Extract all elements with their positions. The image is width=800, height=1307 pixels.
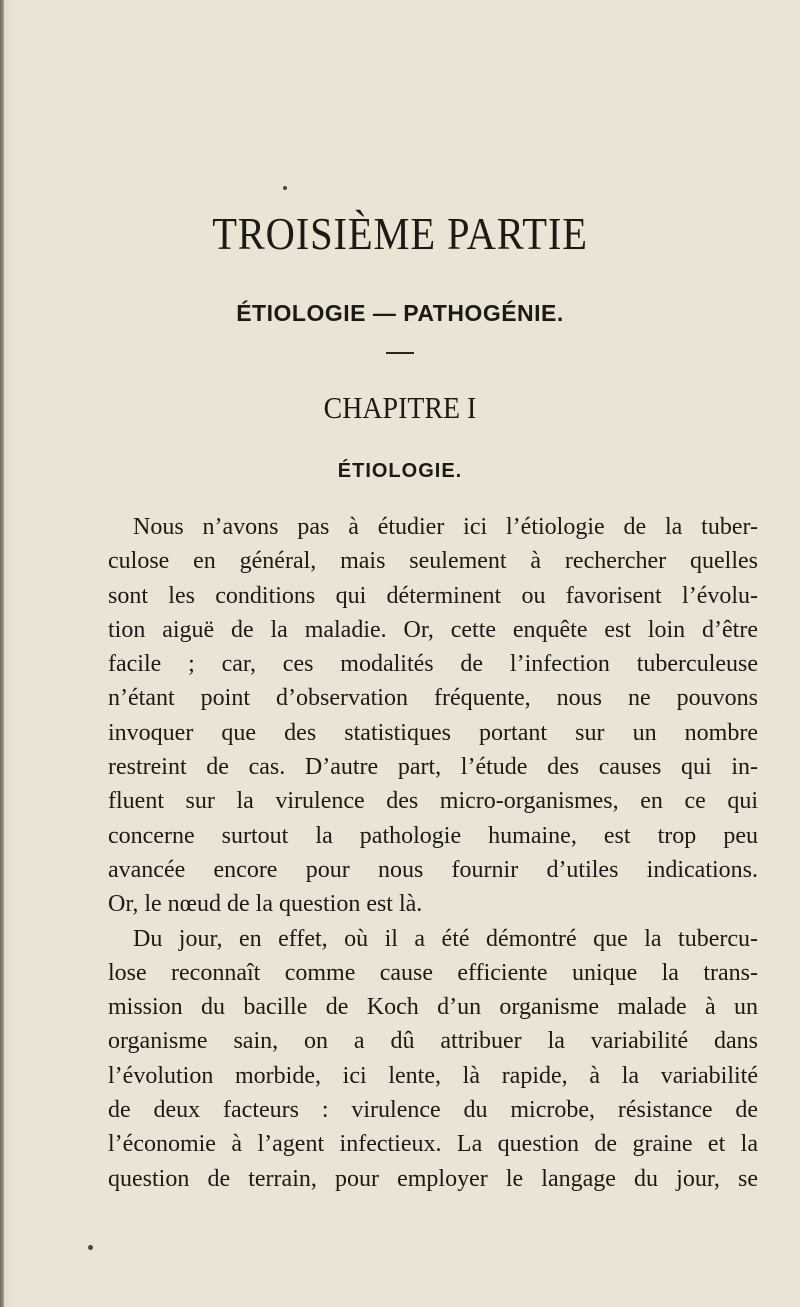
page-binding-edge [0, 0, 4, 1307]
part-subtitle: ÉTIOLOGIE — PATHOGÉNIE. [236, 300, 564, 326]
text-line: lose reconnaît comme cause efficiente unique la trans- [108, 959, 758, 986]
text-line: n’étant point d’observation fréquente, nous ne pouvons [108, 685, 758, 712]
text-line: de deux facteurs : virulence du microbe, résistance de [108, 1097, 758, 1124]
text-line: Du jour, en effet, où il a été démontré que la tubercu- [133, 925, 758, 952]
ink-speck [88, 1245, 93, 1250]
chapter-subtitle: ÉTIOLOGIE. [337, 460, 463, 482]
text-line: fluent sur la virulence des micro-organismes, en ce qui [108, 788, 758, 815]
text-line: avancée encore pour nous fournir d’utiles indications. [108, 856, 758, 883]
text-line: concerne surtout la pathologie humaine, est trop peu [108, 822, 758, 849]
text-line: facile ; car, ces modalités de l’infection tuberculeuse [108, 651, 758, 678]
ink-speck [283, 186, 287, 190]
text-line: Nous n’avons pas à étudier ici l’étiologie de la tuber- [133, 514, 758, 540]
text-line: invoquer que des statistiques portant sur un nombre [108, 719, 758, 746]
text-line: l’évolution morbide, ici lente, là rapide, à la variabilité [108, 1062, 758, 1089]
text-line: restreint de cas. D’autre part, l’étude des causes qui in- [108, 754, 758, 781]
part-title: TROISIÈME PARTIE [212, 208, 588, 259]
text-line: Or, le nœud de la question est là. [108, 891, 423, 918]
text-line: question de terrain, pour employer le langage du jour, se [108, 1165, 758, 1192]
paragraph [108, 922, 758, 1196]
paragraph [108, 510, 758, 922]
text-line: l’économie à l’agent infectieux. La question de graine et la [108, 1131, 758, 1158]
text-line: tion aiguë de la maladie. Or, cette enquête est loin d’être [108, 616, 758, 643]
body-text [108, 510, 758, 1196]
text-line: sont les conditions qui déterminent ou favorisent l’évolu- [108, 582, 758, 609]
chapter-title: CHAPITRE I [323, 390, 477, 425]
text-line: mission du bacille de Koch d’un organisme malade à un [108, 994, 758, 1021]
text-line: organisme sain, on a dû attribuer la variabilité dans [108, 1028, 758, 1055]
text-line: culose en général, mais seulement à rechercher quelles [108, 548, 758, 575]
section-divider [386, 352, 414, 354]
